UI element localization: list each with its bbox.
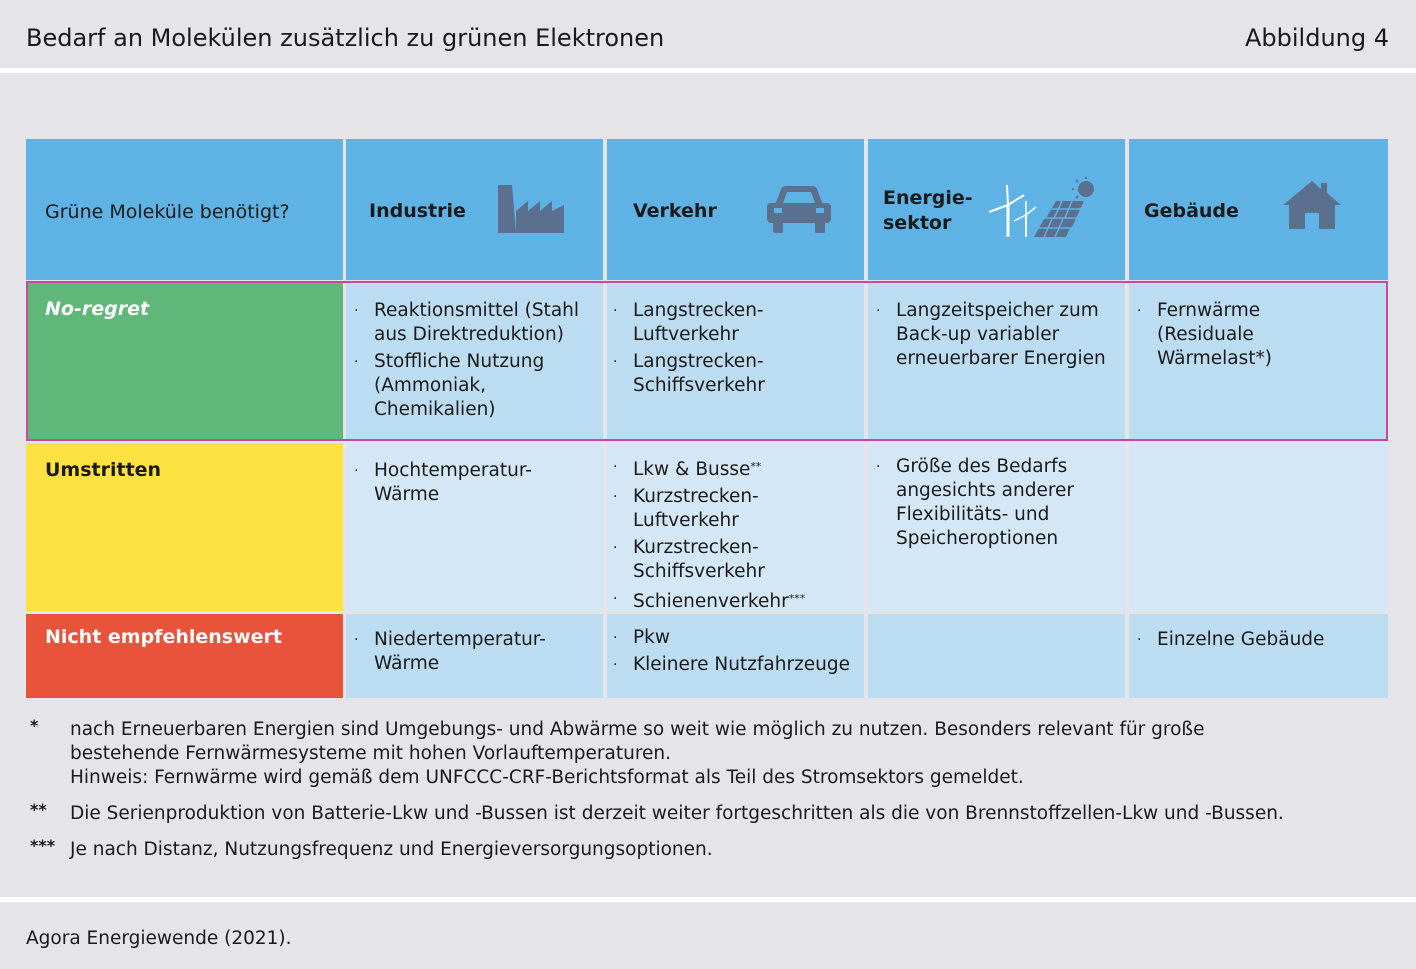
footnote-line: nach Erneuerbaren Energien sind Umgebungs- und Abwärme so weit wie möglich zu nutzen. Besonders relevant für große [70,719,1205,740]
list-item: · Schienenverkehr*** [613,591,806,611]
factory-icon [496,183,566,235]
footnote-line: Hinweis: Fernwärme wird gemäß dem UNFCCC-CRF-Berichtsformat als Teil des Stromsektors gemeldet. [70,767,1024,788]
list-item: · Pkw [613,627,670,648]
item-text: Kleinere Nutzfahrzeuge [633,654,851,675]
column-label-gebaeude: Gebäude [1144,200,1239,222]
column-label-energiesektor-line2: sektor [883,212,952,234]
list-item: · Einzelne Gebäude [1137,629,1325,650]
row-label-no-regret: No-regret [45,298,150,320]
item-text: Fernwärme (Residuale Wärmelast*) [1157,300,1272,369]
house-icon [1281,179,1343,231]
item-text: Langzeitspeicher zum Back-up variabler erneuerbarer Energien [896,300,1106,369]
list-item: · Reaktionsmittel (Stahl aus Direktreduktion) [354,300,580,345]
column-label-energiesektor [883,186,973,236]
source-credit: Agora Energiewende (2021). [26,928,292,949]
cell-umstritten-industrie [346,443,603,611]
cell-no-regret-verkehr [607,283,864,440]
footnote-mark: * [30,716,39,735]
wind-solar-icon [986,177,1101,239]
list-item: · Stoffliche Nutzung (Ammoniak, Chemikalien) [354,351,545,420]
page-title: Bedarf an Molekülen zusätzlich zu grünen Elektronen [26,24,665,52]
molecule-demand-table [26,139,1388,698]
cell-umstritten-energiesektor [868,443,1125,611]
item-text: Langstrecken-Luftverkehr [633,300,764,345]
list-item: · Langstrecken-Luftverkehr [613,300,764,345]
item-text: Niedertemperatur-Wärme [374,629,546,674]
car-icon [765,183,833,235]
cell-no-regret-gebaeude [1129,283,1388,440]
row-label-umstritten: Umstritten [45,459,162,481]
footnote-1 [30,718,1400,790]
cell-nicht-energiesektor [868,614,1125,698]
footnote-mark: *** [788,592,806,605]
row-label-umstritten-cell [26,443,343,611]
footnote-mark: ** [750,460,762,473]
row-label-nicht-empfehlenswert: Nicht empfehlenswert [45,626,282,648]
item-text: Kurzstrecken-Schiffsverkehr [633,537,765,582]
header-verkehr [607,139,864,280]
cell-nicht-industrie [346,614,603,698]
column-label-energiesektor-line1: Energie- [883,187,973,209]
footer [0,897,1416,969]
item-text: Pkw [633,627,670,648]
footnote-mark: *** [30,836,56,855]
cell-nicht-verkehr [607,614,864,698]
cell-no-regret-energiesektor [868,283,1125,440]
header-energiesektor [868,139,1125,280]
item-text: Lkw & Busse [633,459,751,480]
column-label-verkehr: Verkehr [633,200,717,222]
item-text: Hochtemperatur-Wärme [374,460,532,505]
header-industrie [346,139,603,280]
cell-nicht-gebaeude [1129,614,1388,698]
cell-umstritten-gebaeude [1129,443,1388,611]
footnote-line: Je nach Distanz, Nutzungsfrequenz und Energieversorgungsoptionen. [70,839,713,860]
item-text: Kurzstrecken-Luftverkehr [633,486,759,531]
header-question-cell [26,139,343,280]
list-item: · Fernwärme (Residuale Wärmelast*) [1137,300,1272,369]
footnote-3 [30,838,1400,862]
item-text: Schienenverkehr [633,591,789,611]
item-text: Einzelne Gebäude [1157,629,1325,650]
footnotes [30,718,1400,874]
item-text: Reaktionsmittel (Stahl aus Direktreduktion) [374,300,580,345]
list-item: · Langstrecken-Schiffsverkehr [613,351,765,396]
item-text: Langstrecken-Schiffsverkehr [633,351,765,396]
row-label-nicht-empfehlenswert-cell [26,614,343,698]
list-item: · Kurzstrecken-Schiffsverkehr [613,537,765,582]
list-item: · Hochtemperatur-Wärme [354,460,532,505]
item-text: Größe des Bedarfs angesichts anderer Flexibilitäts- und Speicheroptionen [896,456,1075,549]
footnote-2 [30,802,1400,826]
title-bar [0,0,1416,73]
list-item: · Lkw & Busse** [613,459,762,480]
list-item: · Langzeitspeicher zum Back-up variabler erneuerbarer Energien [876,300,1106,369]
footnote-line: Die Serienproduktion von Batterie-Lkw und -Bussen ist derzeit weiter fortgeschritten als die von Brennstoffzellen-Lkw und -Bussen. [70,803,1284,824]
list-item: · Niedertemperatur-Wärme [354,629,546,674]
list-item: · Kleinere Nutzfahrzeuge [613,654,851,675]
column-label-industrie: Industrie [369,200,466,222]
header-gebaeude [1129,139,1388,280]
cell-umstritten-verkehr [607,443,864,611]
list-item: · Größe des Bedarfs angesichts anderer Flexibilitäts- und Speicheroptionen [876,456,1075,549]
question-label: Grüne Moleküle benötigt? [45,201,290,223]
figure-label: Abbildung 4 [1244,24,1389,52]
cell-no-regret-industrie [346,283,603,440]
footnote-line: bestehende Fernwärmesysteme mit hohen Vorlauftemperaturen. [70,743,672,764]
item-text: Stoffliche Nutzung (Ammoniak, Chemikalien) [374,351,545,420]
row-label-no-regret-cell [26,283,343,440]
footnote-mark: ** [30,800,47,819]
list-item: · Kurzstrecken-Luftverkehr [613,486,759,531]
